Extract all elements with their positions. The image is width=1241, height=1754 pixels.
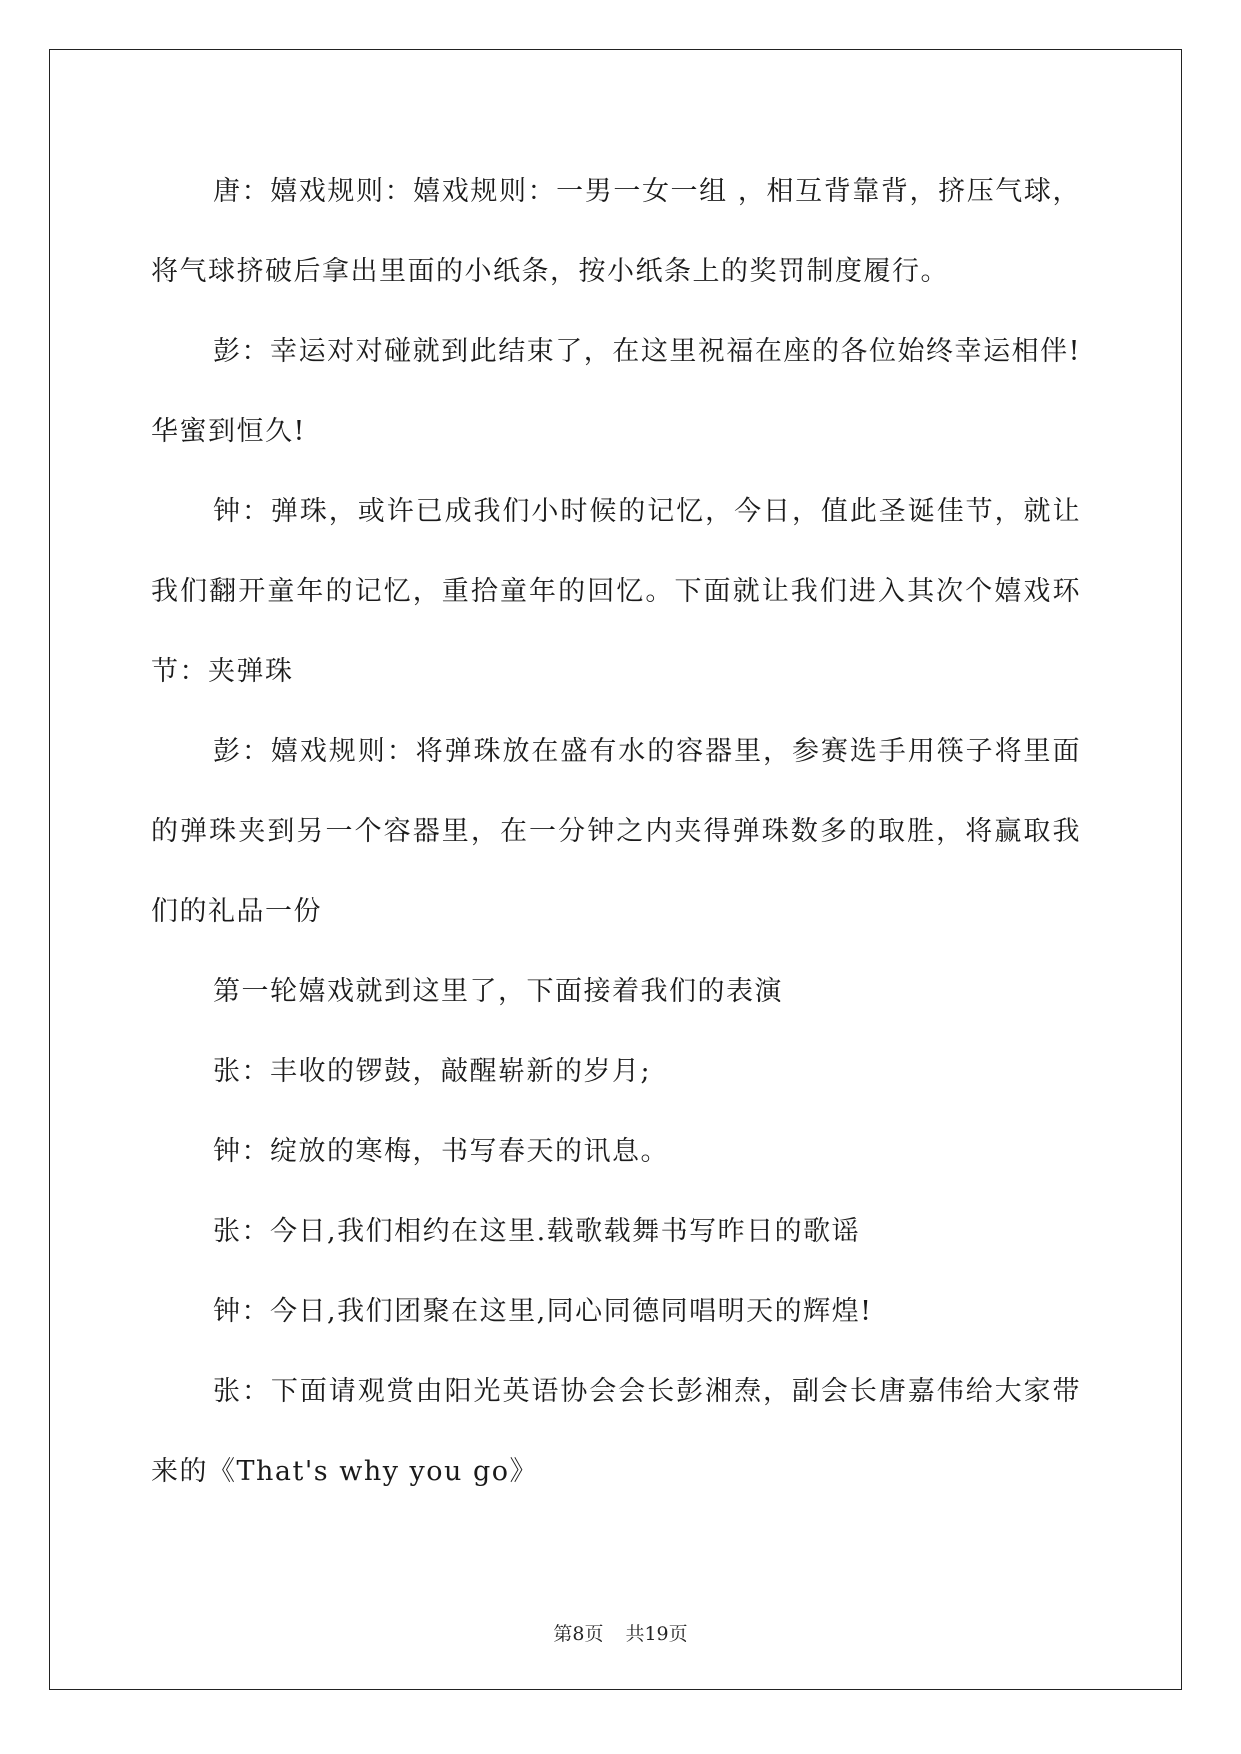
page-footer xyxy=(0,1619,1241,1646)
paragraph: 钟：弹珠，或许已成我们小时候的记忆，今日，值此圣诞佳节，就让我们翻开童年的记忆，重拾童年的回忆。下面就让我们进入其次个嬉戏环节：夹弹珠 xyxy=(151,496,1081,687)
paragraph: 唐：嬉戏规则：嬉戏规则：一男一女一组 ，相互背靠背，挤压气球，将气球挤破后拿出里面的小纸条，按小纸条上的奖罚制度履行。 xyxy=(151,176,1081,287)
paragraph: 彭：幸运对对碰就到此结束了，在这里祝福在座的各位始终幸运相伴!华蜜到恒久! xyxy=(151,336,1081,447)
paragraph: 张：下面请观赏由阳光英语协会会长彭湘焘，副会长唐嘉伟给大家带来的《That's why you go》 xyxy=(151,1376,1081,1487)
paragraph: 彭：嬉戏规则：将弹珠放在盛有水的容器里，参赛选手用筷子将里面的弹珠夹到另一个容器里，在一分钟之内夹得弹珠数多的取胜，将赢取我们的礼品一份 xyxy=(151,736,1081,927)
page-number: 第8页 xyxy=(553,1623,604,1645)
paragraph: 第一轮嬉戏就到这里了，下面接着我们的表演 xyxy=(213,976,783,1007)
paragraph: 张：丰收的锣鼓，敲醒崭新的岁月; xyxy=(213,1056,652,1087)
paragraph: 钟：绽放的寒梅，书写春天的讯息。 xyxy=(213,1136,669,1167)
paragraph: 张：今日,我们相约在这里.载歌载舞书写昨日的歌谣 xyxy=(213,1216,861,1247)
document-body xyxy=(151,152,1081,1512)
page-total: 共19页 xyxy=(625,1623,688,1645)
paragraph: 钟：今日,我们团聚在这里,同心同德同唱明天的辉煌! xyxy=(213,1296,873,1327)
